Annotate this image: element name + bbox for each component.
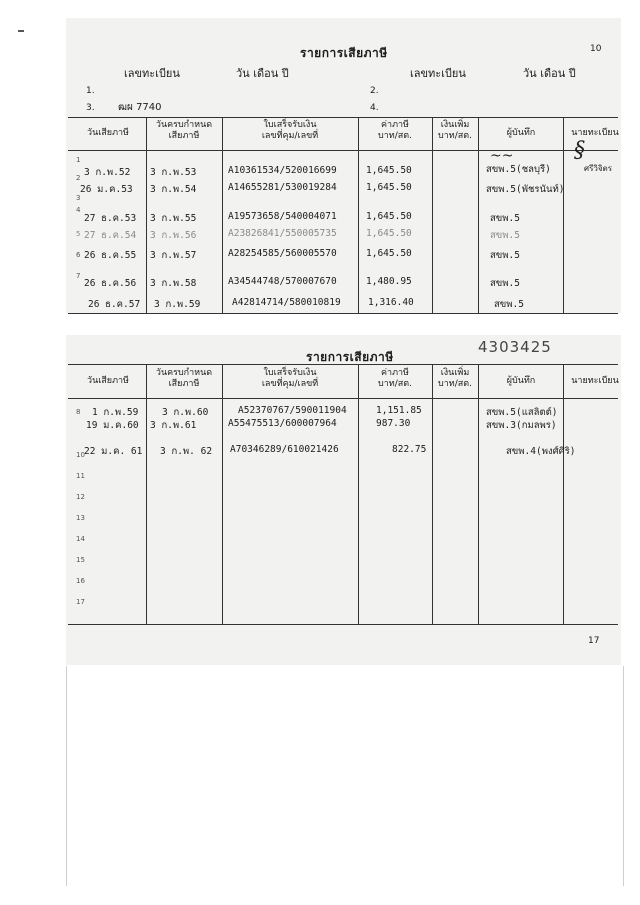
row-tax: 1,645.50	[366, 165, 412, 176]
row-tax: 1,151.85	[376, 405, 422, 416]
row-pay-date: 19 ม.ค.60	[86, 420, 139, 431]
bottom-col-divider	[222, 364, 223, 624]
hdr-receipt-line2: เลขที่คุม/เลขที่	[261, 379, 319, 389]
line-1: 1.	[86, 86, 95, 96]
hdr-due-date	[148, 120, 220, 142]
row-receipt: A52370767/590011904	[238, 405, 347, 416]
blank-page-area	[66, 666, 624, 886]
row-pay-date: 27 ธ.ค.54	[84, 230, 137, 241]
top-col-divider	[358, 117, 359, 313]
hdr-registrar: นายทะเบียน	[571, 128, 619, 138]
bottom-table-header-rule	[68, 398, 618, 399]
line-2: 2.	[370, 86, 379, 96]
row-due-date: 3 ก.พ. 62	[160, 446, 213, 457]
bottom-col-divider	[478, 364, 479, 624]
row-line-number: 5	[76, 230, 81, 238]
reg-label-left: เลขทะเบียน	[124, 67, 180, 80]
hdr-due-date	[148, 368, 220, 390]
license-plate: ฒผ 7740	[118, 102, 162, 113]
hdr-surcharge-line2: บาท/สต.	[438, 131, 472, 141]
hdr-due-date-line1: วันครบกำหนด	[155, 368, 213, 378]
row-due-date: 3 ก.พ.57	[150, 250, 197, 261]
row-line-number: 12	[76, 493, 85, 501]
top-section-title: รายการเสียภาษี	[300, 46, 388, 60]
bottom-table-top-rule	[68, 364, 618, 365]
hdr-tax	[360, 368, 430, 390]
hdr-surcharge-line2: บาท/สต.	[438, 379, 472, 389]
recorder-signature: ~~	[490, 148, 514, 164]
hdr-tax-line2: บาท/สต.	[378, 379, 412, 389]
serial-number: 4303425	[478, 338, 552, 356]
row-due-date: 3 ก.พ.54	[150, 184, 197, 195]
row-recorder: สขพ.5	[490, 250, 520, 261]
row-pay-date: 27 ธ.ค.53	[84, 213, 137, 224]
row-line-number: 15	[76, 556, 85, 564]
hdr-due-date-line2: เสียภาษี	[168, 131, 200, 141]
top-col-divider	[432, 117, 433, 313]
row-line-number: 1	[76, 156, 81, 164]
top-col-divider	[146, 117, 147, 313]
row-pay-date: 26 ธ.ค.55	[84, 250, 137, 261]
hdr-pay-date: วันเสียภาษี	[87, 128, 129, 138]
top-table-bottom-rule	[68, 313, 618, 314]
hdr-pay-date: วันเสียภาษี	[87, 376, 129, 386]
row-due-date: 3 ก.พ.53	[150, 167, 197, 178]
top-table-header-rule	[68, 150, 618, 151]
hdr-receipt-line2: เลขที่คุม/เลขที่	[261, 131, 319, 141]
hdr-due-date-line2: เสียภาษี	[168, 379, 200, 389]
row-receipt: A23826841/550005735	[228, 228, 337, 239]
row-line-number: 10	[76, 451, 85, 459]
bottom-col-divider	[432, 364, 433, 624]
hdr-receipt-line1: ใบเสร็จรับเงิน	[263, 120, 317, 130]
top-col-divider	[478, 117, 479, 313]
hdr-receipt	[224, 368, 356, 390]
date-label-right: วัน เดือน ปี	[523, 67, 576, 80]
bottom-table-bottom-rule	[68, 624, 618, 625]
top-col-divider	[222, 117, 223, 313]
top-table-top-rule	[68, 117, 618, 118]
row-line-number: 3	[76, 194, 81, 202]
bottom-col-divider	[146, 364, 147, 624]
row-due-date: 3 ก.พ.59	[154, 299, 201, 310]
hdr-tax-line1: ค่าภาษี	[381, 120, 409, 130]
row-line-number: 17	[76, 598, 85, 606]
row-pay-date: 26 ธ.ค.56	[84, 278, 137, 289]
line-3: 3.	[86, 103, 95, 113]
row-recorder: สขพ.5(ชลบุรี)	[486, 164, 551, 175]
row-line-number: 6	[76, 251, 81, 259]
row-line-number: 11	[76, 472, 85, 480]
top-col-divider	[563, 117, 564, 313]
binding-mark	[18, 30, 24, 32]
row-due-date: 3 ก.พ.61	[150, 420, 197, 431]
page-number-top: 10	[590, 44, 602, 54]
row-pay-date: 3 ก.พ.52	[84, 167, 131, 178]
row-line-number: 13	[76, 514, 85, 522]
reg-label-right: เลขทะเบียน	[410, 67, 466, 80]
row-line-number: 8	[76, 408, 81, 416]
row-tax: 1,645.50	[366, 228, 412, 239]
hdr-receipt	[224, 120, 356, 142]
row-due-date: 3 ก.พ.56	[150, 230, 197, 241]
row-pay-date: 26 ม.ค.53	[80, 184, 133, 195]
hdr-surcharge	[434, 120, 476, 142]
row-recorder: สขพ.3(กมลพร)	[486, 420, 557, 431]
row-receipt: A19573658/540004071	[228, 211, 337, 222]
bottom-section-title: รายการเสียภาษี	[306, 350, 394, 364]
row-receipt: A42814714/580010819	[232, 297, 341, 308]
row-recorder: สขพ.5(พัชรนันท์)	[486, 184, 565, 195]
row-registrar: ศรีวิจิตร	[584, 164, 613, 173]
row-receipt: A70346289/610021426	[230, 444, 339, 455]
row-tax: 1,645.50	[366, 182, 412, 193]
hdr-receipt-line1: ใบเสร็จรับเงิน	[263, 368, 317, 378]
row-tax: 1,316.40	[368, 297, 414, 308]
row-pay-date: 1 ก.พ.59	[92, 407, 139, 418]
row-due-date: 3 ก.พ.55	[150, 213, 197, 224]
hdr-registrar: นายทะเบียน	[571, 376, 619, 386]
row-recorder: สขพ.4(พงศ์ศิริ)	[506, 446, 576, 457]
line-4: 4.	[370, 103, 379, 113]
row-recorder: สขพ.5	[490, 278, 520, 289]
registrar-signature: §	[574, 138, 585, 163]
row-tax: 822.75	[392, 444, 427, 455]
bottom-col-divider	[563, 364, 564, 624]
row-line-number: 2	[76, 174, 81, 182]
row-due-date: 3 ก.พ.60	[162, 407, 209, 418]
hdr-surcharge-line1: เงินเพิ่ม	[440, 120, 470, 130]
hdr-tax	[360, 120, 430, 142]
row-pay-date: 26 ธ.ค.57	[88, 299, 141, 310]
hdr-recorder: ผู้บันทึก	[506, 376, 536, 386]
row-recorder: สขพ.5	[494, 299, 524, 310]
hdr-due-date-line1: วันครบกำหนด	[155, 120, 213, 130]
hdr-surcharge	[434, 368, 476, 390]
row-receipt: A34544748/570007670	[228, 276, 337, 287]
row-line-number: 4	[76, 206, 81, 214]
row-tax: 987.30	[376, 418, 411, 429]
date-label-left: วัน เดือน ปี	[236, 67, 289, 80]
row-line-number: 14	[76, 535, 85, 543]
row-tax: 1,480.95	[366, 276, 412, 287]
row-pay-date: 22 ม.ค. 61	[84, 446, 143, 457]
row-due-date: 3 ก.พ.58	[150, 278, 197, 289]
bottom-col-divider	[358, 364, 359, 624]
row-receipt: A10361534/520016699	[228, 165, 337, 176]
row-line-number: 16	[76, 577, 85, 585]
row-recorder: สขพ.5(แสลิตต์)	[486, 407, 558, 418]
row-receipt: A14655281/530019284	[228, 182, 337, 193]
row-recorder: สขพ.5	[490, 230, 520, 241]
row-tax: 1,645.50	[366, 211, 412, 222]
hdr-tax-line1: ค่าภาษี	[381, 368, 409, 378]
row-tax: 1,645.50	[366, 248, 412, 259]
hdr-recorder: ผู้บันทึก	[506, 128, 536, 138]
row-receipt: A28254585/560005570	[228, 248, 337, 259]
row-receipt: A55475513/600007964	[228, 418, 337, 429]
hdr-tax-line2: บาท/สต.	[378, 131, 412, 141]
page-number-bottom: 17	[588, 636, 600, 646]
row-recorder: สขพ.5	[490, 213, 520, 224]
row-line-number: 7	[76, 272, 81, 280]
hdr-surcharge-line1: เงินเพิ่ม	[440, 368, 470, 378]
